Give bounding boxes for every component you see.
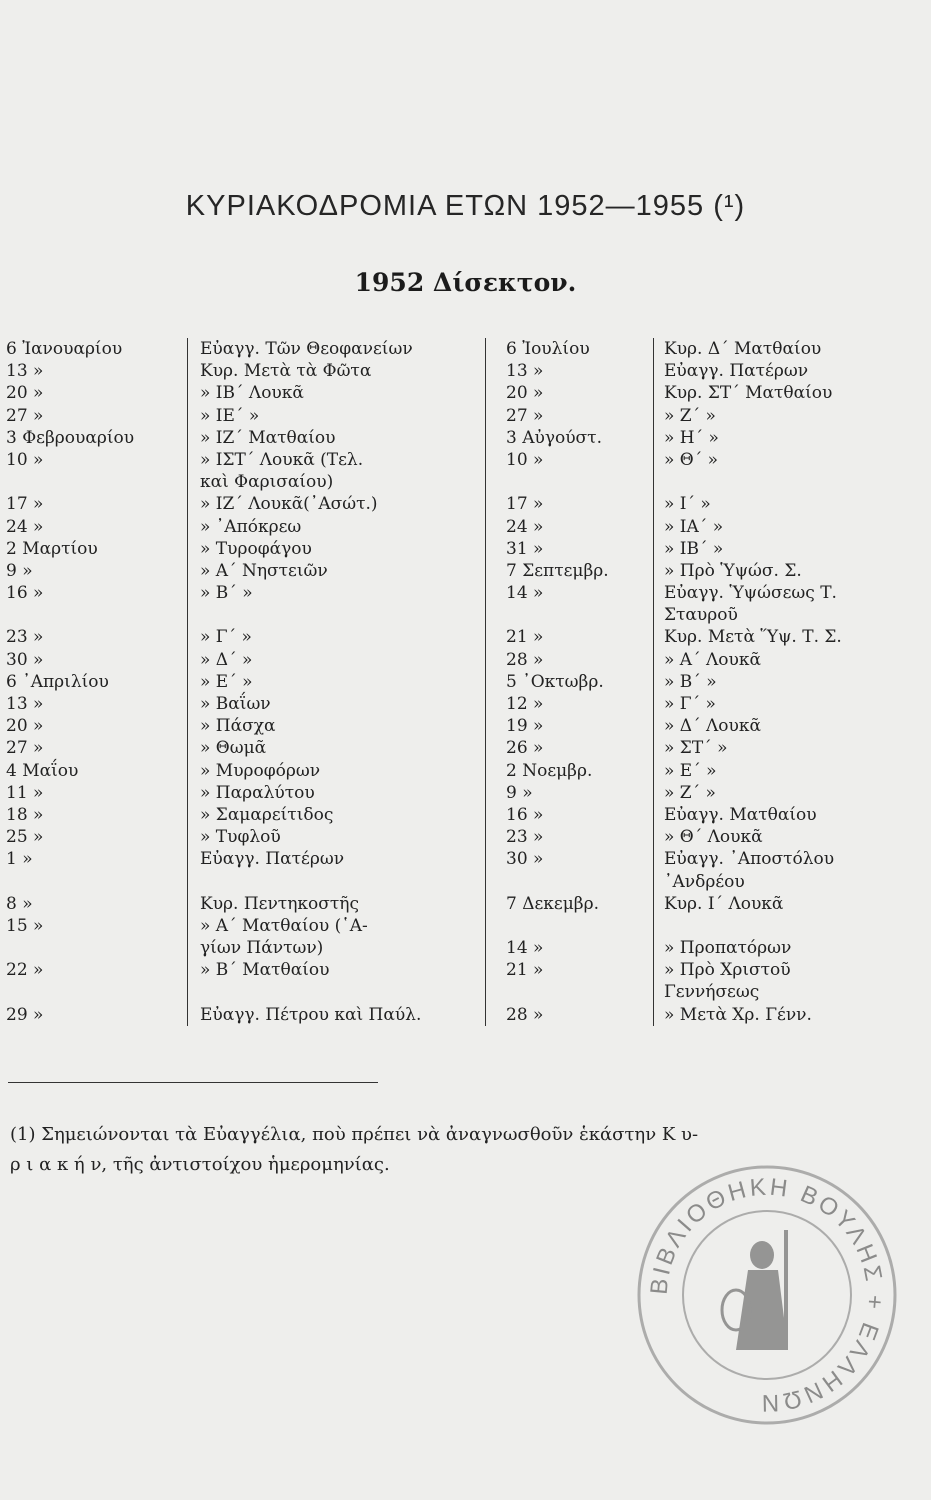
year-heading: 1952 Δίσεκτον. (354, 268, 577, 297)
date-right-cell: 7 Σεπτεμβρ. (486, 560, 654, 582)
reading-left-cell: » ΙΖ΄ Λουκᾶ(᾿Ασώτ.) (188, 493, 486, 515)
date-left-cell: 13 » (0, 693, 188, 715)
reading-left-cell: » Γ΄ » (188, 626, 486, 648)
date-left-cell: 20 » (0, 382, 188, 404)
date-right-cell: 2 Νοεμβρ. (486, 760, 654, 782)
reading-left-cell: » ᾿Απόκρεω (188, 516, 486, 538)
calendar-row (0, 893, 931, 915)
date-right-cell: 3 Αὐγούστ. (486, 427, 654, 449)
reading-left-cell: » Β΄ » (188, 582, 486, 604)
reading-left-cell (188, 981, 486, 1003)
date-left-cell (0, 937, 188, 959)
date-left-cell: 4 Μαΐου (0, 760, 188, 782)
reading-left-cell: » Δ΄ » (188, 649, 486, 671)
reading-left-cell: » Βαΐων (188, 693, 486, 715)
calendar-row (0, 360, 931, 382)
reading-right-cell: Κυρ. ΣΤ΄ Ματθαίου (664, 383, 833, 404)
stamp-text: ΒΙΒΛΙΟΘΗΚΗ ΒΟΥΛΗΣ + ΕΛΛΗΝΩΝ (645, 1173, 889, 1417)
date-right-cell: 12 » (486, 693, 654, 715)
athena-figure-icon (722, 1230, 788, 1350)
date-left-cell: 8 » (0, 893, 188, 915)
reading-left-cell: » Παραλύτου (188, 782, 486, 804)
date-right-cell: 30 » (486, 848, 654, 870)
reading-left-cell: » ΙΣΤ΄ Λουκᾶ (Τελ. (188, 449, 486, 471)
date-right-cell: 20 » (486, 382, 654, 404)
reading-left-cell: Εὐαγγ. Πατέρων (188, 848, 486, 870)
calendar-row (0, 737, 931, 759)
reading-left-cell: Εὐαγγ. Τῶν Θεοφανείων (188, 338, 486, 360)
calendar-row (0, 671, 931, 693)
date-right-cell: 31 » (486, 538, 654, 560)
calendar-row (0, 405, 931, 427)
date-left-cell: 15 » (0, 915, 188, 937)
calendar-row (0, 449, 931, 471)
reading-right-cell: » ΙΒ΄ » (664, 538, 724, 559)
reading-right-cell: » Γ΄ » (664, 694, 716, 714)
calendar-row (0, 493, 931, 515)
reading-left-cell: καὶ Φαρισαίου) (188, 471, 486, 493)
reading-left-cell: » Τυφλοῦ (188, 826, 486, 848)
date-right-cell (486, 915, 654, 937)
date-left-cell: 2 Μαρτίου (0, 538, 188, 560)
reading-right-cell: Εὐαγγ. Πατέρων (664, 361, 809, 382)
date-right-cell: 16 » (486, 804, 654, 826)
calendar-row (0, 715, 931, 737)
date-left-cell: 13 » (0, 360, 188, 382)
reading-right-cell: Εὐαγγ. Ὑψώσεως Τ. (664, 583, 837, 604)
date-left-cell: 10 » (0, 449, 188, 471)
reading-left-cell: » Θωμᾶ (188, 737, 486, 759)
date-right-cell: 19 » (486, 715, 654, 737)
reading-right-cell (654, 915, 931, 937)
reading-left-cell: » ΙΖ΄ Ματθαίου (188, 427, 486, 449)
date-right-cell: 21 » (486, 626, 654, 648)
reading-left-cell: » Τυροφάγου (188, 538, 486, 560)
calendar-row (0, 693, 931, 715)
reading-left-cell: » Πάσχα (188, 715, 486, 737)
reading-right-cell: » Θ΄ » (664, 449, 719, 470)
date-left-cell: 11 » (0, 782, 188, 804)
reading-right-cell: Σταυροῦ (664, 605, 738, 626)
reading-right-cell: » Η΄ » (664, 427, 719, 448)
footnote-line-1: (1) Σημειώνονται τὰ Εὐαγγέλια, ποὺ πρέπει νὰ ἀναγνωσθοῦν ἑκάστην Κ υ- (10, 1124, 699, 1145)
date-left-cell (0, 604, 188, 626)
date-left-cell: 22 » (0, 959, 188, 981)
calendar-row (0, 871, 931, 893)
calendar-row (0, 760, 931, 782)
calendar-row (0, 848, 931, 870)
reading-right-cell: » Πρὸ Χριστοῦ (664, 960, 791, 981)
calendar-row (0, 538, 931, 560)
date-right-cell (486, 981, 654, 1003)
date-left-cell: 6 ᾿Απριλίου (0, 671, 188, 693)
reading-left-cell (188, 871, 486, 893)
calendar-row (0, 626, 931, 648)
reading-left-cell: » Ε΄ » (188, 671, 486, 693)
date-left-cell: 16 » (0, 582, 188, 604)
reading-right-cell: » ΙΑ΄ » (664, 516, 724, 537)
reading-left-cell (188, 604, 486, 626)
calendar-row (0, 826, 931, 848)
calendar-row (0, 981, 931, 1003)
reading-left-cell: Κυρ. Μετὰ τὰ Φῶτα (188, 360, 486, 382)
date-left-cell: 18 » (0, 804, 188, 826)
date-left-cell: 6 Ἰανουαρίου (0, 338, 188, 360)
reading-right-cell: Κυρ. Ι΄ Λουκᾶ (664, 893, 784, 914)
reading-left-cell: » Σαμαρείτιδος (188, 804, 486, 826)
reading-right-cell: » Ζ΄ » (664, 782, 716, 803)
date-right-cell: 21 » (486, 959, 654, 981)
reading-right-cell: » Β΄ » (664, 671, 717, 692)
reading-right-cell (654, 471, 931, 493)
date-left-cell: 24 » (0, 516, 188, 538)
date-left-cell (0, 981, 188, 1003)
calendar-row (0, 427, 931, 449)
calendar-row (0, 582, 931, 604)
date-left-cell: 23 » (0, 626, 188, 648)
date-right-cell (486, 604, 654, 626)
date-right-cell: 17 » (486, 493, 654, 515)
date-right-cell: 7 Δεκεμβρ. (486, 893, 654, 915)
date-right-cell: 10 » (486, 449, 654, 471)
date-left-cell: 27 » (0, 737, 188, 759)
reading-right-cell: » Θ΄ Λουκᾶ (664, 827, 763, 848)
reading-left-cell: » Β΄ Ματθαίου (188, 959, 486, 981)
reading-left-cell: » Μυροφόρων (188, 760, 486, 782)
reading-right-cell: » Δ΄ Λουκᾶ (664, 716, 761, 737)
reading-right-cell: » Ζ΄ » (664, 405, 716, 426)
calendar-row (0, 937, 931, 959)
footnote-divider (8, 1082, 378, 1083)
calendar-row (0, 516, 931, 538)
date-left-cell: 29 » (0, 1004, 188, 1026)
date-left-cell (0, 871, 188, 893)
reading-right-cell: ᾿Ανδρέου (664, 871, 745, 892)
reading-left-cell: Εὐαγγ. Πέτρου καὶ Παύλ. (188, 1004, 486, 1026)
date-left-cell (0, 471, 188, 493)
reading-left-cell: » ΙΒ΄ Λουκᾶ (188, 382, 486, 404)
footnote-line-2: ρ ι α κ ή ν, τῆς ἀντιστοίχου ἡμερομηνίας. (10, 1154, 390, 1175)
date-right-cell: 24 » (486, 516, 654, 538)
calendar-row (0, 560, 931, 582)
calendar-row (0, 959, 931, 981)
date-left-cell: 20 » (0, 715, 188, 737)
reading-right-cell: Κυρ. Μετὰ Ὕψ. Τ. Σ. (664, 627, 842, 648)
reading-right-cell: » Α΄ Λουκᾶ (664, 649, 761, 670)
date-right-cell: 23 » (486, 826, 654, 848)
reading-left-cell: » ΙΕ΄ » (188, 405, 486, 427)
calendar-row (0, 649, 931, 671)
calendar-row (0, 471, 931, 493)
reading-right-cell: » Μετὰ Χρ. Γένν. (664, 1004, 812, 1025)
date-right-cell: 6 Ἰουλίου (486, 338, 654, 360)
reading-right-cell: Εὐαγγ. Ματθαίου (664, 804, 817, 825)
date-left-cell: 1 » (0, 848, 188, 870)
date-right-cell (486, 871, 654, 893)
reading-right-cell: » ΣΤ΄ » (664, 738, 728, 759)
date-left-cell: 30 » (0, 649, 188, 671)
reading-left-cell: » Α΄ Νηστειῶν (188, 560, 486, 582)
reading-right-cell: » Ε΄ » (664, 760, 717, 781)
date-left-cell: 9 » (0, 560, 188, 582)
sunday-calendar-table (0, 338, 931, 1026)
reading-left-cell: γίων Πάντων) (188, 937, 486, 959)
calendar-row (0, 782, 931, 804)
date-right-cell: 5 ᾿Οκτωβρ. (486, 671, 654, 693)
reading-right-cell: » Ι΄ » (664, 494, 711, 515)
calendar-row (0, 338, 931, 360)
date-right-cell: 14 » (486, 937, 654, 959)
date-left-cell: 17 » (0, 493, 188, 515)
library-stamp (632, 1160, 902, 1430)
calendar-row (0, 804, 931, 826)
reading-left-cell: » Α΄ Ματθαίου (῾Α- (188, 915, 486, 937)
reading-right-cell: Κυρ. Δ΄ Ματθαίου (664, 339, 822, 359)
date-left-cell: 3 Φεβρουαρίου (0, 427, 188, 449)
page-title: ΚΥΡΙΑΚΟΔΡΟΜΙΑ ΕΤΩΝ 1952—1955 (¹) (185, 190, 746, 222)
date-right-cell: 26 » (486, 737, 654, 759)
calendar-row (0, 604, 931, 626)
date-right-cell: 13 » (486, 360, 654, 382)
date-right-cell: 27 » (486, 405, 654, 427)
date-left-cell: 25 » (0, 826, 188, 848)
date-right-cell: 14 » (486, 582, 654, 604)
reading-right-cell: » Πρὸ Ὑψώσ. Σ. (664, 560, 802, 581)
reading-right-cell: Γεννήσεως (664, 982, 760, 1003)
date-right-cell: 9 » (486, 782, 654, 804)
reading-left-cell: Κυρ. Πεντηκοστῆς (188, 893, 486, 915)
reading-right-cell: » Προπατόρων (664, 938, 792, 959)
date-right-cell: 28 » (486, 649, 654, 671)
calendar-row (0, 915, 931, 937)
date-left-cell: 27 » (0, 405, 188, 427)
reading-right-cell: Εὐαγγ. ᾿Αποστόλου (664, 849, 835, 870)
date-right-cell (486, 471, 654, 493)
calendar-row (0, 382, 931, 404)
calendar-row (0, 1004, 931, 1026)
date-right-cell: 28 » (486, 1004, 654, 1026)
